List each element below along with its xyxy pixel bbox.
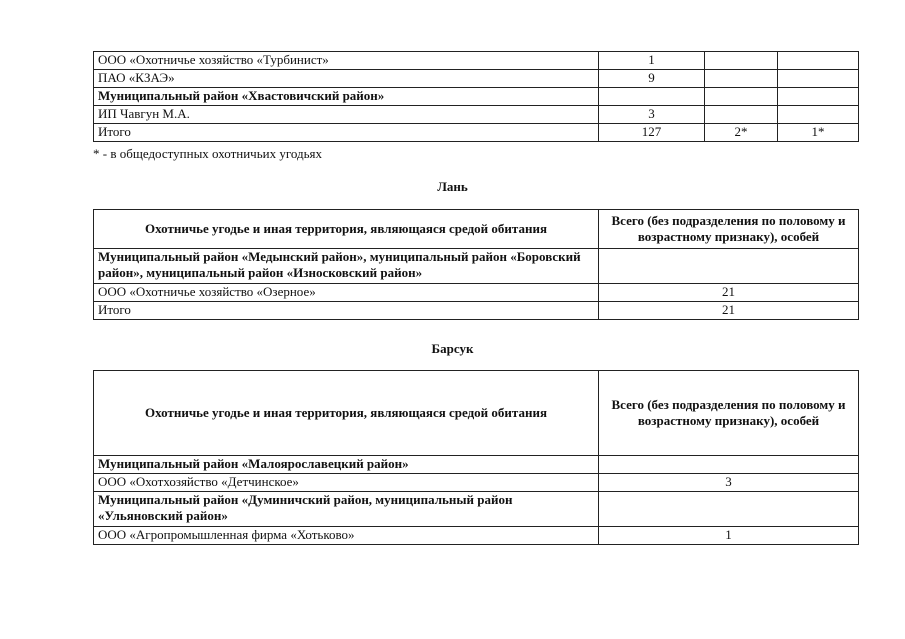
extra-count-1 bbox=[705, 70, 778, 88]
total-label: Итого bbox=[94, 124, 599, 142]
territory-name: ИП Чавгун М.А. bbox=[94, 106, 599, 124]
hunting-table-continued bbox=[93, 51, 859, 142]
territory-name: ООО «Агропромышленная фирма «Хотьково» bbox=[94, 527, 599, 545]
section-title-barsuk: Барсук bbox=[431, 341, 474, 356]
extra-count-2 bbox=[778, 52, 859, 70]
footnote: * - в общедоступных охотничьих угодьях bbox=[93, 146, 322, 161]
table-row-total bbox=[94, 302, 859, 320]
district-name: Муниципальный район «Малоярославецкий район» bbox=[94, 456, 599, 474]
total-count: 3 bbox=[599, 106, 705, 124]
total-count bbox=[599, 249, 859, 284]
table-row bbox=[94, 527, 859, 545]
total-count: 21 bbox=[599, 302, 859, 320]
header-territory: Охотничье угодье и иная территория, являющаяся средой обитания bbox=[94, 371, 599, 456]
table-row-total bbox=[94, 124, 859, 142]
district-name: Муниципальный район «Думиничский район, муниципальный район «Ульяновский район» bbox=[94, 492, 599, 527]
extra-count-2 bbox=[778, 88, 859, 106]
table-row bbox=[94, 492, 859, 527]
total-count: 1 bbox=[599, 52, 705, 70]
table-row bbox=[94, 474, 859, 492]
extra-count-1 bbox=[705, 88, 778, 106]
total-count: 9 bbox=[599, 70, 705, 88]
header-total: Всего (без подразделения по половому и возрастному признаку), особей bbox=[599, 210, 859, 249]
total-count bbox=[599, 492, 859, 527]
total-count: 127 bbox=[599, 124, 705, 142]
territory-name: ООО «Охотничье хозяйство «Озерное» bbox=[94, 284, 599, 302]
territory-name: ООО «Охотничье хозяйство «Турбинист» bbox=[94, 52, 599, 70]
table-row bbox=[94, 456, 859, 474]
table-header-row bbox=[94, 371, 859, 456]
table-row bbox=[94, 70, 859, 88]
header-territory: Охотничье угодье и иная территория, являющаяся средой обитания bbox=[94, 210, 599, 249]
barsuk-table bbox=[93, 370, 859, 545]
district-name: Муниципальный район «Хвастовичский район» bbox=[94, 88, 599, 106]
extra-count-2: 1* bbox=[778, 124, 859, 142]
extra-count-2 bbox=[778, 106, 859, 124]
extra-count-1: 2* bbox=[705, 124, 778, 142]
table-header-row bbox=[94, 210, 859, 249]
table-row bbox=[94, 249, 859, 284]
table-row bbox=[94, 284, 859, 302]
section-title-lan: Лань bbox=[437, 179, 468, 194]
district-name: Муниципальный район «Медынский район», муниципальный район «Боровский район», муниципальный район «Износковский район» bbox=[94, 249, 599, 284]
table-row bbox=[94, 88, 859, 106]
total-label: Итого bbox=[94, 302, 599, 320]
table-row bbox=[94, 52, 859, 70]
total-count bbox=[599, 88, 705, 106]
extra-count-2 bbox=[778, 70, 859, 88]
extra-count-1 bbox=[705, 52, 778, 70]
territory-name: ПАО «КЗАЭ» bbox=[94, 70, 599, 88]
total-count: 1 bbox=[599, 527, 859, 545]
extra-count-1 bbox=[705, 106, 778, 124]
table-row bbox=[94, 106, 859, 124]
total-count bbox=[599, 456, 859, 474]
total-count: 3 bbox=[599, 474, 859, 492]
territory-name: ООО «Охотхозяйство «Детчинское» bbox=[94, 474, 599, 492]
header-total: Всего (без подразделения по половому и возрастному признаку), особей bbox=[599, 371, 859, 456]
lan-table bbox=[93, 209, 859, 320]
total-count: 21 bbox=[599, 284, 859, 302]
